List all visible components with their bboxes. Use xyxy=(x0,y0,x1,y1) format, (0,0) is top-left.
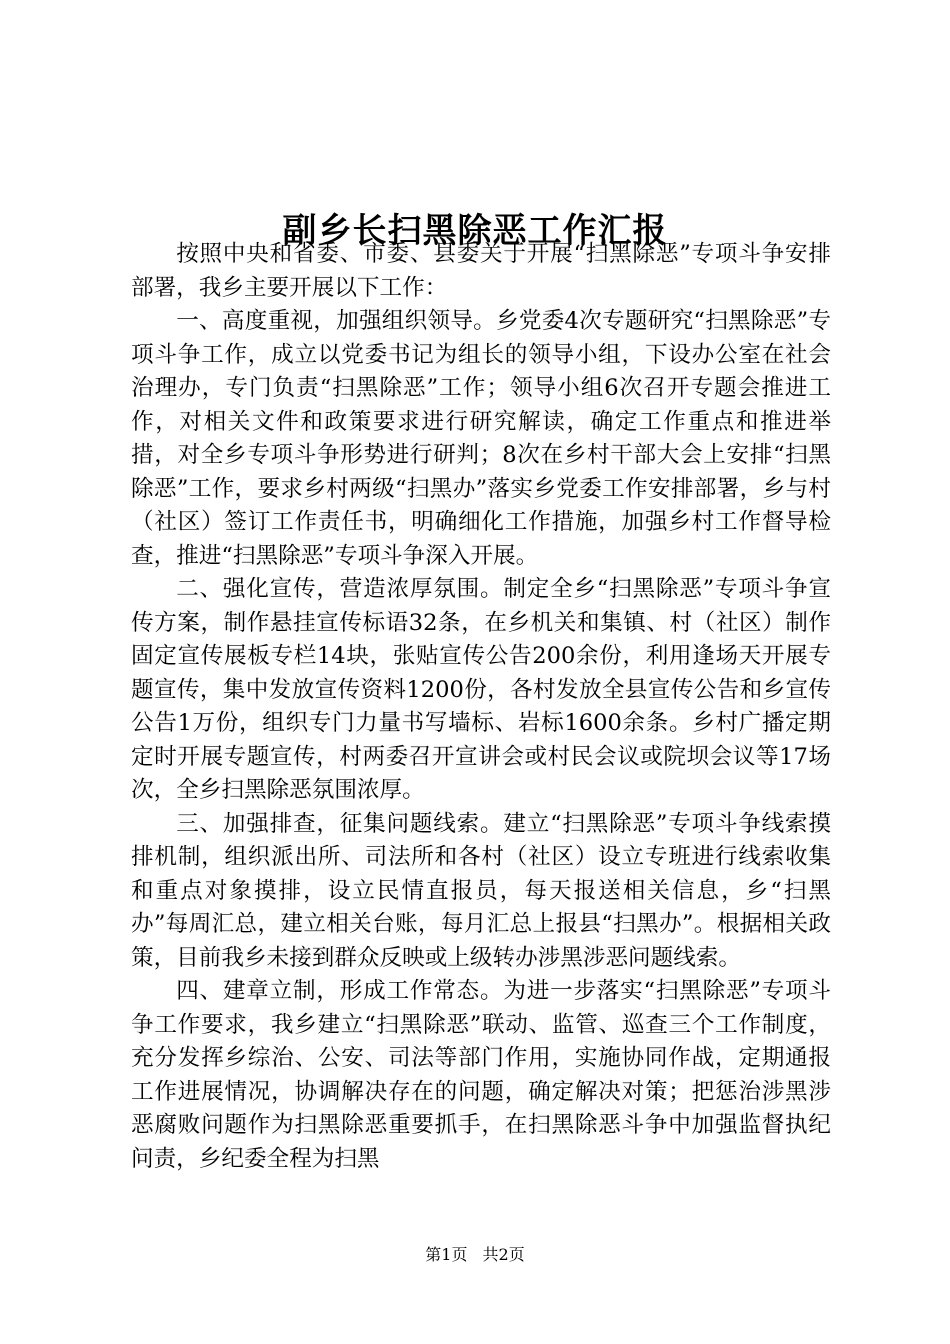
paragraph-section-4: 四、建章立制，形成工作常态。为进一步落实“扫黑除恶”专项斗争工作要求，我乡建立“扫黑除恶”联动、监管、巡查三个工作制度，充分发挥乡综治、公安、司法等部门作用，实施协同作战，定期通报工作进展情况，协调解决存在的问题，确定解决对策；把惩治涉黑涉恶腐败问题作为扫黑除恶重要抓手，在扫黑除恶斗争中加强监督执纪问责，乡纪委全程为扫黑 xyxy=(131,978,831,1172)
paragraph-section-1: 一、高度重视，加强组织领导。乡党委4次专题研究“扫黑除恶”专项斗争工作，成立以党委书记为组长的领导小组，下设办公室在社会治理办，专门负责“扫黑除恶”工作；领导小组6次召开专题会推进工作，对相关文件和政策要求进行研究解读，确定工作重点和推进举措，对全乡专项斗争形势进行研判；8次在乡村干部大会上安排“扫黑除恶”工作，要求乡村两级“扫黑办”落实乡党委工作安排部署，乡与村（社区）签订工作责任书，明确细化工作措施，加强乡村工作督导检查，推进“扫黑除恶”专项斗争深入开展。 xyxy=(131,308,831,569)
document-body xyxy=(131,238,831,1176)
page-total: 共2页 xyxy=(482,1245,525,1264)
page-number: 第1页 xyxy=(425,1245,468,1264)
page-footer xyxy=(0,1243,950,1267)
document-title: 副乡长扫黑除恶工作汇报 xyxy=(282,210,668,251)
paragraph-section-2: 二、强化宣传，营造浓厚氛围。制定全乡“扫黑除恶”专项斗争宣传方案，制作悬挂宣传标语32条，在乡机关和集镇、村（社区）制作固定宣传展板专栏14块，张贴宣传公告200余份，利用逢场天开展专题宣传，集中发放宣传资料1200份，各村发放全县宣传公告和乡宣传公告1万份，组织专门力量书写墙标、岩标1600余条。乡村广播定期定时开展专题宣传，村两委召开宣讲会或村民会议或院坝会议等17场次，全乡扫黑除恶氛围浓厚。 xyxy=(131,576,831,803)
paragraph-section-3: 三、加强排查，征集问题线索。建立“扫黑除恶”专项斗争线索摸排机制，组织派出所、司法所和各村（社区）设立专班进行线索收集和重点对象摸排，设立民情直报员，每天报送相关信息，乡“扫黑办”每周汇总，建立相关台账，每月汇总上报县“扫黑办”。根据相关政策，目前我乡未接到群众反映或上级转办涉黑涉恶问题线索。 xyxy=(131,810,831,971)
paragraph-intro: 按照中央和省委、市委、县委关于开展“扫黑除恶”专项斗争安排部署，我乡主要开展以下工作： xyxy=(131,241,831,301)
